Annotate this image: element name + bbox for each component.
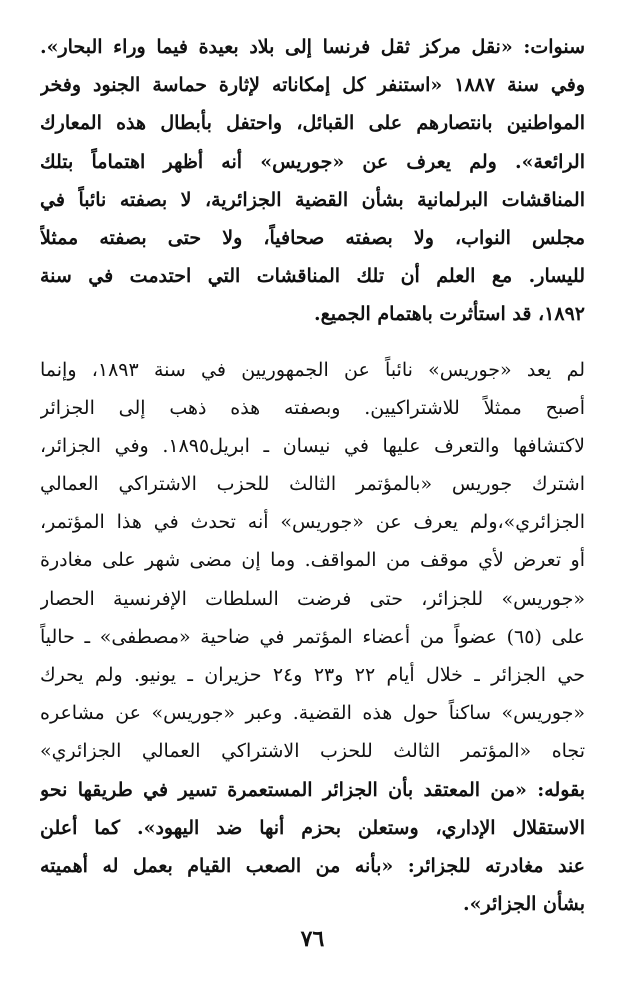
paragraph-3 [40, 771, 585, 924]
text-line: اشترك جوريس «بالمؤتمر الثالث للحزب الاشتراكي العمالي [40, 473, 585, 496]
text-line: مجلس النواب، ولا بصفته صحافياً، ولا حتى بصفته ممثلاً [40, 226, 585, 249]
text-line: الجزائري»،ولم يعرف عن «جوريس» أنه تحدث في هذا المؤتمر، [40, 511, 585, 534]
text-line: لم يعد «جوريس» نائباً عن الجمهوريين في سنة ١٨٩٣، وإنما [40, 358, 585, 381]
text-line: أصبح ممثلاً للاشتراكيين. وبصفته هذه ذهب إلى الجزائر [40, 396, 585, 419]
text-line: الاستقلال الإداري، وستعلن بحزم أنها ضد اليهود». كما أعلن [40, 816, 585, 839]
text-line: حي الجزائر ـ خلال أيام ٢٢ و٢٣ و٢٤ حزيران ـ يونيو. ولم يحرك [40, 664, 585, 686]
text-line: على (٦٥) عضواً من أعضاء المؤتمر في ضاحية «مصطفى» ـ حالياً [40, 625, 585, 648]
text-line: المواطنين بانتصارهم على القبائل، واحتفل بأبطال هذه المعارك [40, 112, 585, 135]
text-line: «جوريس» ساكناً حول هذه القضية. وعبر «جوريس» عن مشاعره [40, 702, 585, 725]
paragraph-gap [40, 334, 585, 351]
page-number: ٧٦ [300, 926, 325, 952]
paragraph-2 [40, 351, 585, 771]
document-page [40, 28, 585, 923]
text-line: بقوله: «من المعتقد بأن الجزائر المستعمرة تسير في طريقها نحو [40, 778, 585, 801]
text-line: بشأن الجزائر». [463, 893, 585, 916]
text-line: المناقشات البرلمانية بشأن القضية الجزائرية، لا بصفته نائباً في [40, 188, 585, 211]
text-line: «جوريس» للجزائر، حتى فرضت السلطات الإفرنسية الحصار [40, 587, 585, 610]
text-line: ١٨٩٢، قد استأثرت باهتمام الجميع. [314, 303, 585, 326]
text-line: تجاه «المؤتمر الثالث للحزب الاشتراكي العمالي الجزائري» [40, 740, 585, 763]
text-line: لليسار. مع العلم أن تلك المناقشات التي احتدمت في سنة [40, 265, 585, 288]
text-line: وفي سنة ١٨٨٧ «استنفر كل إمكاناته لإثارة حماسة الجنود وفخر [40, 74, 585, 97]
text-line: أو تعرض لأي موقف من المواقف. وما إن مضى شهر على مغادرة [40, 549, 585, 572]
paragraph-1 [40, 28, 585, 334]
text-line: لاكتشافها والتعرف عليها في نيسان ـ ابريل١٨٩٥. وفي الجزائر، [40, 434, 585, 457]
text-line: سنوات: «نقل مركز ثقل فرنسا إلى بلاد بعيدة فيما وراء البحار». [40, 36, 585, 58]
text-line: الرائعة». ولم يعرف عن «جوريس» أنه أظهر اهتماماً بتلك [40, 150, 585, 173]
text-line: عند مغادرته للجزائر: «بأنه من الصعب القيام بعمل له أهميته [40, 854, 585, 877]
